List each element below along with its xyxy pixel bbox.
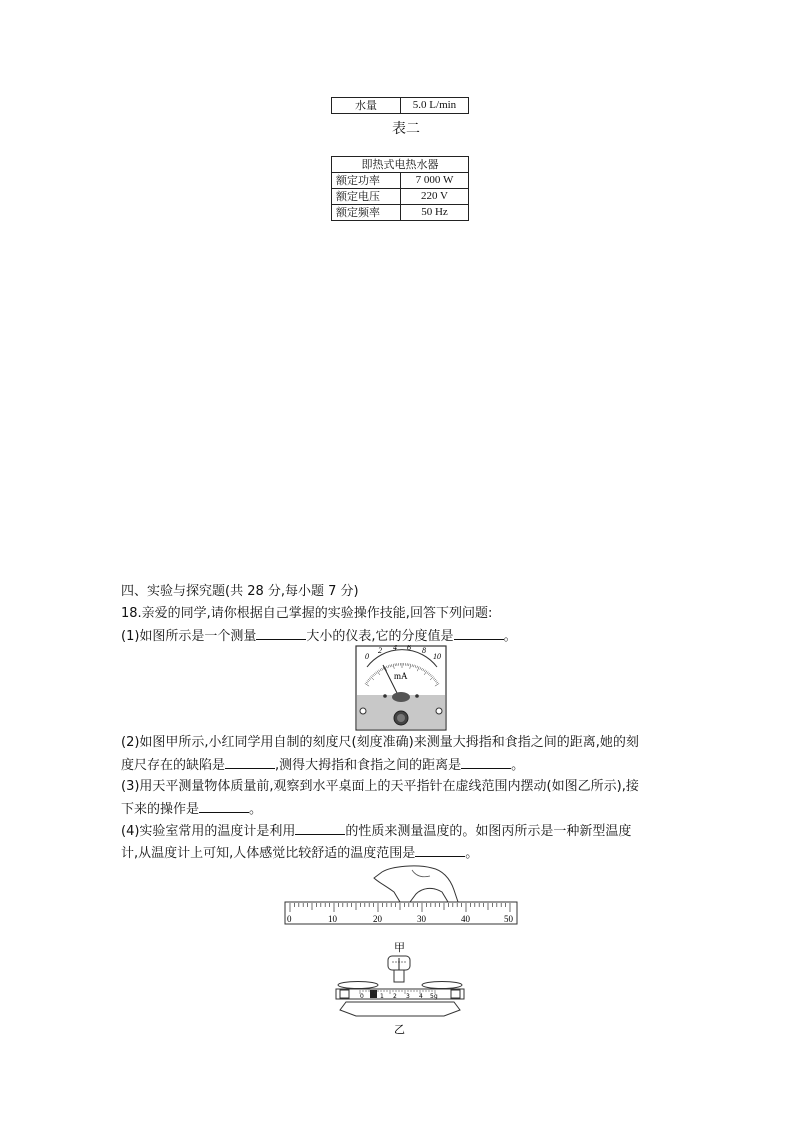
spec-label: 额定功率 <box>332 173 401 189</box>
water-flow-table <box>331 97 469 114</box>
ruler-label: 40 <box>461 914 470 924</box>
spec-label: 额定频率 <box>332 205 401 221</box>
meter-scale-label: 2 <box>378 646 382 655</box>
table2-caption: 表二 <box>392 121 420 137</box>
ruler-body <box>285 902 517 924</box>
meter-screw <box>360 708 366 714</box>
answer-blank[interactable] <box>199 800 249 813</box>
right-pan <box>422 982 462 989</box>
question-part-1: (1)如图所示是一个测量 大小的仪表,它的分度值是 。 <box>121 629 517 644</box>
question-part-4-line2: 计,从温度计上可知,人体感觉比较舒适的温度范围是 。 <box>121 846 479 861</box>
answer-blank[interactable] <box>415 844 465 857</box>
spec-value: 220 V <box>401 189 469 205</box>
beam-label: 0 <box>360 993 364 1000</box>
water-flow-label: 水量 <box>332 98 401 114</box>
ruler-label: 20 <box>373 914 382 924</box>
figure-label-top: 甲 <box>394 941 405 954</box>
meter-adjust-knob-center <box>397 714 405 722</box>
answer-blank[interactable] <box>256 627 306 640</box>
balance-nut-right <box>451 990 460 998</box>
balance-figure <box>330 938 470 1036</box>
meter-scale-label: 10 <box>433 652 441 661</box>
answer-blank[interactable] <box>225 756 275 769</box>
ruler-label: 0 <box>287 914 292 924</box>
figure-label-bottom: 乙 <box>394 1023 405 1036</box>
answer-blank[interactable] <box>454 627 504 640</box>
beam-label: 1 <box>380 993 384 1000</box>
meter-terminal <box>383 694 387 698</box>
question-part-3-line2: 下来的操作是 。 <box>121 802 263 817</box>
answer-blank[interactable] <box>295 822 345 835</box>
water-flow-value: 5.0 L/min <box>401 98 469 114</box>
ruler-figure <box>282 864 522 930</box>
beam-label: 5g <box>430 993 438 1000</box>
balance-beam <box>336 989 464 999</box>
meter-terminal <box>415 694 419 698</box>
balance-column <box>394 970 404 982</box>
ammeter-figure <box>355 645 447 731</box>
heater-spec-header: 即热式电热水器 <box>332 157 469 173</box>
spec-value: 7 000 W <box>401 173 469 189</box>
beam-label: 3 <box>406 993 410 1000</box>
question-part-2-line2: 度尺存在的缺陷是 ,测得大拇指和食指之间的距离是 。 <box>121 758 525 773</box>
meter-scale-label: 0 <box>365 652 369 661</box>
ruler-label: 30 <box>417 914 426 924</box>
meter-scale-label: 8 <box>422 646 426 655</box>
question-part-4-line1: (4)实验室常用的温度计是利用 的性质来测量温度的。如图丙所示是一种新型温度 <box>121 824 632 839</box>
meter-screw <box>436 708 442 714</box>
ruler-label: 50 <box>504 914 513 924</box>
ruler-label: 10 <box>328 914 337 924</box>
answer-blank[interactable] <box>461 756 511 769</box>
heater-spec-table <box>331 156 469 221</box>
meter-pivot <box>392 692 410 702</box>
question-part-2-line1: (2)如图甲所示,小红同学用自制的刻度尺(刻度准确)来测量大拇指和食指之间的距离,她的刻 <box>121 735 639 750</box>
question-stem: 18.亲爱的同学,请你根据自己掌握的实验操作技能,回答下列问题: <box>121 606 493 621</box>
left-pan <box>338 982 378 989</box>
beam-label: 2 <box>393 993 397 1000</box>
balance-base <box>340 1002 460 1016</box>
beam-label: 4 <box>419 993 423 1000</box>
rider-icon <box>370 990 377 998</box>
section-title: 四、实验与探究题(共 28 分,每小题 7 分) <box>121 584 359 599</box>
hand-icon <box>374 866 458 902</box>
balance-nut-left <box>340 990 349 998</box>
spec-label: 额定电压 <box>332 189 401 205</box>
meter-scale-label: 4 <box>393 645 397 652</box>
question-part-3-line1: (3)用天平测量物体质量前,观察到水平桌面上的天平指针在虚线范围内摆动(如图乙所示),接 <box>121 779 639 794</box>
meter-scale-label: 6 <box>407 645 411 652</box>
meter-unit-label: mA <box>394 671 408 681</box>
spec-value: 50 Hz <box>401 205 469 221</box>
